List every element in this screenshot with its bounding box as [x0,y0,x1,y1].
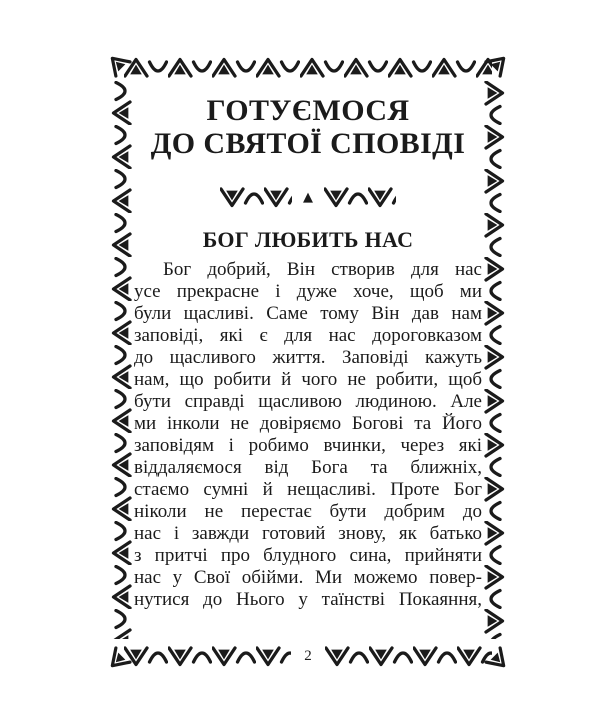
ornamental-frame [110,56,506,668]
paragraph-line: бути справді щасливою людиною. Але [134,391,482,412]
page-title-line-1: ГОТУЄМОСЯ [206,94,410,127]
divider-ornament-left-icon [220,187,292,209]
paragraph-line: усе прекрасне і дуже хоче, щоб ми [134,281,482,302]
section-heading: БОГ ЛЮБИТЬ НАС [202,227,414,252]
paragraph-line: нам, що робити й чого не робити, щоб [134,369,482,390]
paragraph-line: ми інколи не довіряємо Богові та Його [134,413,482,434]
border-corner-top-left-icon [100,46,136,82]
paragraph-line: заповіді, які є для нас дороговказом [134,325,482,346]
paragraph-line: були щасливі. Саме тому Він дав нам [134,303,482,324]
section-divider [110,186,506,210]
page-title-line-2: ДО СВЯТОЇ СПОВІДІ [150,127,466,160]
page-number: 2 [304,648,312,664]
paragraph-line: до щасливого життя. Заповіді кажуть [134,347,482,368]
paragraph-line: Бог добрий, Він створив для нас [163,259,482,280]
paragraph-line: нас у Свої обійми. Ми можемо повер- [134,567,482,588]
page-title [110,94,506,160]
divider-ornament-right-icon [324,187,396,209]
paragraph-line: ніколи не перестає бути добрим до [134,501,482,522]
border-corner-top-right-icon [480,46,516,82]
border-ornament-top [124,56,492,78]
paragraph-line: заповідям і робимо вчинки, через які [134,435,482,456]
paragraph-line: з притчі про блудного сина, прийняти [134,545,482,566]
paragraph-line: віддаляємося від Бога та ближніх, [134,457,482,478]
paragraph-line: стаємо сумні й нещасливі. Проте Бог [134,479,482,500]
paragraph-line: нас і завжди готовий знову, як батько [134,523,482,544]
border-ornament-right [484,81,506,639]
border-ornament-left [110,81,132,639]
paragraph-line: нутися до Нього у таїнстві Покаяння, [134,589,482,610]
body-text [134,259,482,611]
triangle-icon: ▲ [303,190,313,205]
